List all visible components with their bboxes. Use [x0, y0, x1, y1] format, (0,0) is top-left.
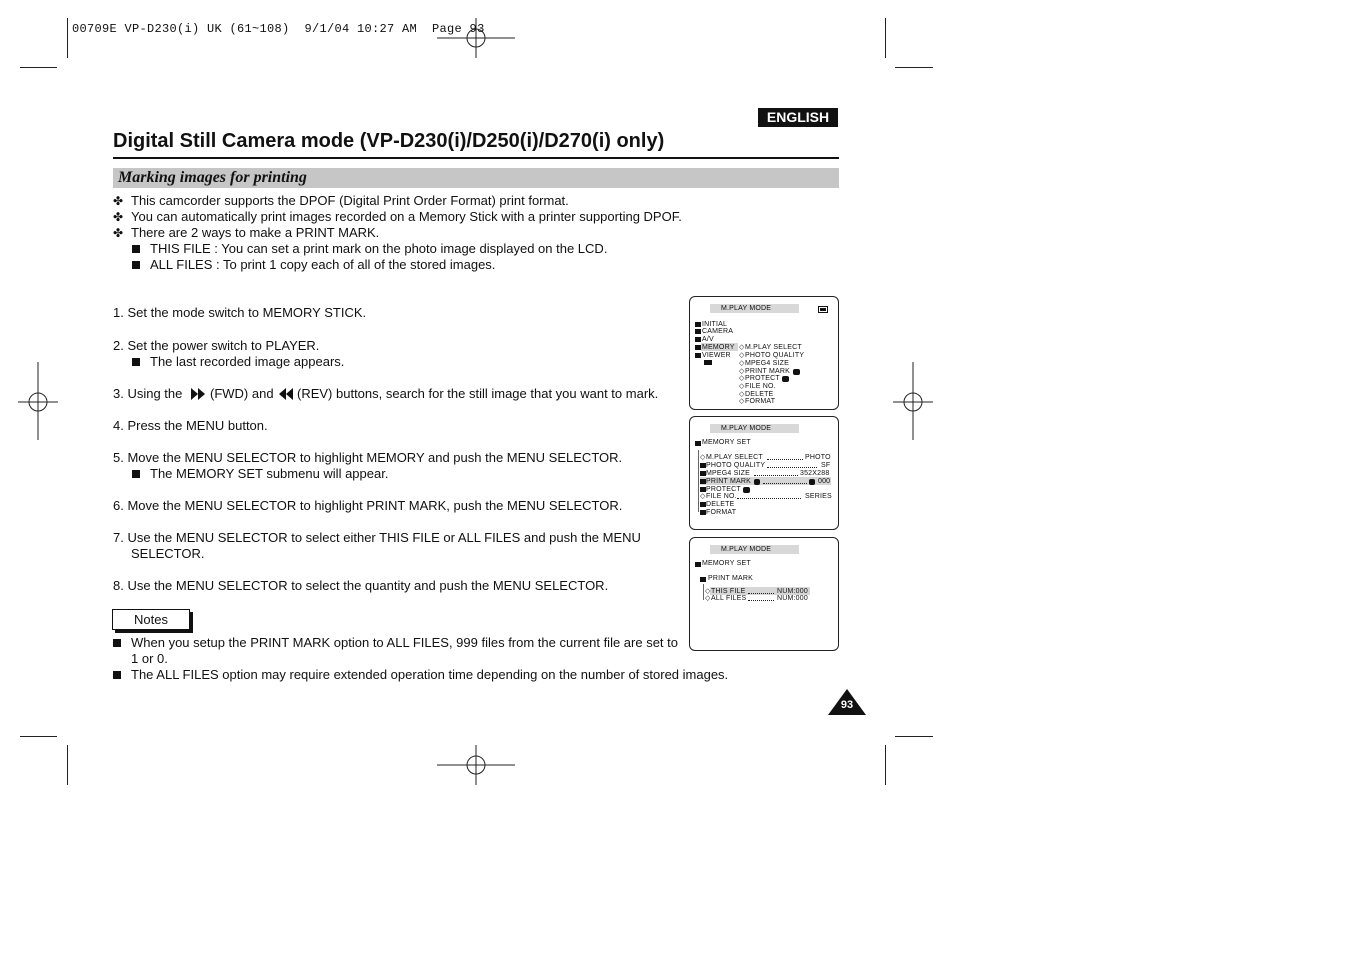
submenu-item: DELETE	[745, 391, 774, 398]
camera-icon	[695, 329, 701, 334]
osd-header: M.PLAY MODE	[721, 305, 772, 312]
step-7: 7. Use the MENU SELECTOR to select either THIS FILE or ALL FILES and push the MENU	[113, 530, 641, 545]
print-mark-icon	[809, 479, 815, 485]
step-1: 1. Set the mode switch to MEMORY STICK.	[113, 305, 367, 320]
viewer-icon	[695, 353, 701, 358]
cross-bullet-icon: ✤	[113, 226, 124, 240]
diamond-icon: ◇	[700, 454, 706, 461]
step-5-note: The MEMORY SET submenu will appear.	[150, 466, 389, 481]
setting-value: PHOTO	[805, 454, 831, 461]
fwd-icon	[191, 388, 207, 400]
square-bullet-icon	[113, 639, 121, 647]
lcd-screen-print-mark	[689, 537, 839, 651]
square-bullet-icon	[132, 261, 140, 269]
note-2: The ALL FILES option may require extended operation time depending on the number of stored images.	[131, 667, 729, 682]
menu-item-viewer: VIEWER	[702, 352, 731, 359]
submenu-item: MPEG4 SIZE	[745, 360, 790, 367]
setting-label: PHOTO QUALITY	[706, 462, 766, 469]
submenu-item: PRINT MARK	[745, 368, 791, 375]
submenu-title: MEMORY SET	[702, 439, 751, 446]
section-title: Marking images for printing	[118, 169, 307, 186]
memory-icon	[695, 562, 701, 567]
setting-label: FILE NO.	[706, 493, 737, 500]
leader-dots	[763, 478, 807, 484]
leader-dots	[767, 462, 817, 468]
print-header: 00709E VP-D230(i) UK (61~108) 9/1/04 10:27 AM Page 93	[72, 22, 485, 36]
language-badge: ENGLISH	[758, 108, 838, 127]
intro-sub-bullet: ALL FILES : To print 1 copy each of all of the stored images.	[150, 257, 496, 272]
lcd-screen-menu	[689, 296, 839, 410]
mode-icon	[704, 360, 712, 365]
submenu-item: PROTECT	[745, 375, 780, 382]
diamond-icon: ◇	[705, 588, 711, 595]
cross-bullet-icon: ✤	[113, 194, 124, 208]
print-icon	[700, 577, 706, 582]
square-bullet-icon	[113, 671, 121, 679]
step-2-note: The last recorded image appears.	[150, 354, 345, 369]
option-label: ALL FILES	[711, 595, 747, 602]
av-icon	[695, 337, 701, 342]
step-5: 5. Move the MENU SELECTOR to highlight MEMORY and push the MENU SELECTOR.	[113, 450, 623, 465]
submenu-title: MEMORY SET	[702, 560, 751, 567]
leader-dots	[748, 595, 774, 601]
setting-label: MPEG4 SIZE	[706, 470, 751, 477]
tree-line	[698, 450, 699, 512]
step-3-part-b: (FWD) and	[210, 386, 274, 401]
cross-bullet-icon: ✤	[113, 210, 124, 224]
intro-bullet: This camcorder supports the DPOF (Digital Print Order Format) print format.	[131, 193, 569, 208]
leader-dots	[737, 493, 801, 499]
notes-label: Notes	[112, 609, 190, 630]
option-value: NUM:000	[777, 595, 808, 602]
diamond-icon: ◇	[739, 368, 745, 375]
square-bullet-icon	[132, 358, 140, 366]
diamond-icon: ◇	[705, 595, 711, 602]
registration-mark-left	[18, 362, 58, 442]
step-2: 2. Set the power switch to PLAYER.	[113, 338, 320, 353]
osd-header: M.PLAY MODE	[721, 546, 772, 553]
osd-header: M.PLAY MODE	[721, 425, 772, 432]
menu-item-initial: INITIAL	[702, 321, 728, 328]
diamond-icon: ◇	[739, 360, 745, 367]
diamond-icon: ◇	[739, 352, 745, 359]
option-value: NUM:000	[777, 588, 808, 595]
setting-label: PROTECT	[706, 486, 741, 493]
setting-value: SERIES	[805, 493, 832, 500]
diamond-icon: ◇	[739, 375, 745, 382]
rev-icon	[279, 388, 295, 400]
lcd-screen-memory-set	[689, 416, 839, 530]
diamond-icon: ◇	[739, 344, 745, 351]
submenu-item: FORMAT	[745, 398, 776, 405]
menu-item-memory: MEMORY	[702, 344, 735, 351]
intro-bullet: There are 2 ways to make a PRINT MARK.	[131, 225, 380, 240]
submenu-item: M.PLAY SELECT	[745, 344, 802, 351]
step-6: 6. Move the MENU SELECTOR to highlight PRINT MARK, push the MENU SELECTOR.	[113, 498, 623, 513]
setting-value: 000	[818, 478, 831, 485]
note-1: When you setup the PRINT MARK option to ALL FILES, 999 files from the current file are set to	[131, 635, 678, 650]
print-mark-title: PRINT MARK	[708, 575, 754, 582]
leader-dots	[754, 470, 798, 476]
memory-icon	[695, 345, 701, 350]
menu-item-av: A/V	[702, 336, 714, 343]
setting-label: M.PLAY SELECT	[706, 454, 763, 461]
setting-label: FORMAT	[706, 509, 737, 516]
square-bullet-icon	[132, 245, 140, 253]
print-mark-icon	[754, 479, 760, 485]
protect-icon	[782, 376, 789, 382]
note-1-cont: 1 or 0.	[131, 651, 168, 666]
step-8: 8. Use the MENU SELECTOR to select the quantity and push the MENU SELECTOR.	[113, 578, 609, 593]
tree-line	[703, 584, 704, 600]
memory-icon	[695, 441, 701, 446]
title-rule	[113, 157, 839, 159]
print-icon	[793, 369, 800, 375]
diamond-icon: ◇	[739, 398, 745, 405]
submenu-item: PHOTO QUALITY	[745, 352, 805, 359]
intro-bullet: You can automatically print images recorded on a Memory Stick with a printer supporting DPOF.	[131, 209, 682, 224]
setting-label: PRINT MARK	[706, 478, 752, 485]
menu-item-camera: CAMERA	[702, 328, 734, 335]
setting-value: 352X288	[800, 470, 830, 477]
step-7-cont: SELECTOR.	[131, 546, 205, 561]
square-bullet-icon	[132, 470, 140, 478]
intro-sub-bullet: THIS FILE : You can set a print mark on the photo image displayed on the LCD.	[150, 241, 608, 256]
memory-stick-icon	[818, 306, 828, 313]
step-4: 4. Press the MENU button.	[113, 418, 268, 433]
page-number: 93	[840, 699, 854, 711]
diamond-icon: ◇	[739, 383, 745, 390]
diamond-icon: ◇	[700, 493, 706, 500]
leader-dots	[767, 454, 803, 460]
registration-mark-right	[893, 362, 933, 442]
registration-mark-bottom	[437, 745, 517, 785]
step-3-part-c: (REV) buttons, search for the still image that you want to mark.	[297, 386, 659, 401]
setting-value: SF	[821, 462, 831, 469]
leader-dots	[748, 588, 774, 594]
setting-label: DELETE	[706, 501, 735, 508]
step-3-part-a: 3. Using the	[113, 386, 183, 401]
page-title: Digital Still Camera mode (VP-D230(i)/D250(i)/D270(i) only)	[113, 130, 665, 152]
folder-icon	[695, 322, 701, 327]
diamond-icon: ◇	[739, 391, 745, 398]
option-label: THIS FILE	[711, 588, 746, 595]
submenu-item: FILE NO.	[745, 383, 776, 390]
